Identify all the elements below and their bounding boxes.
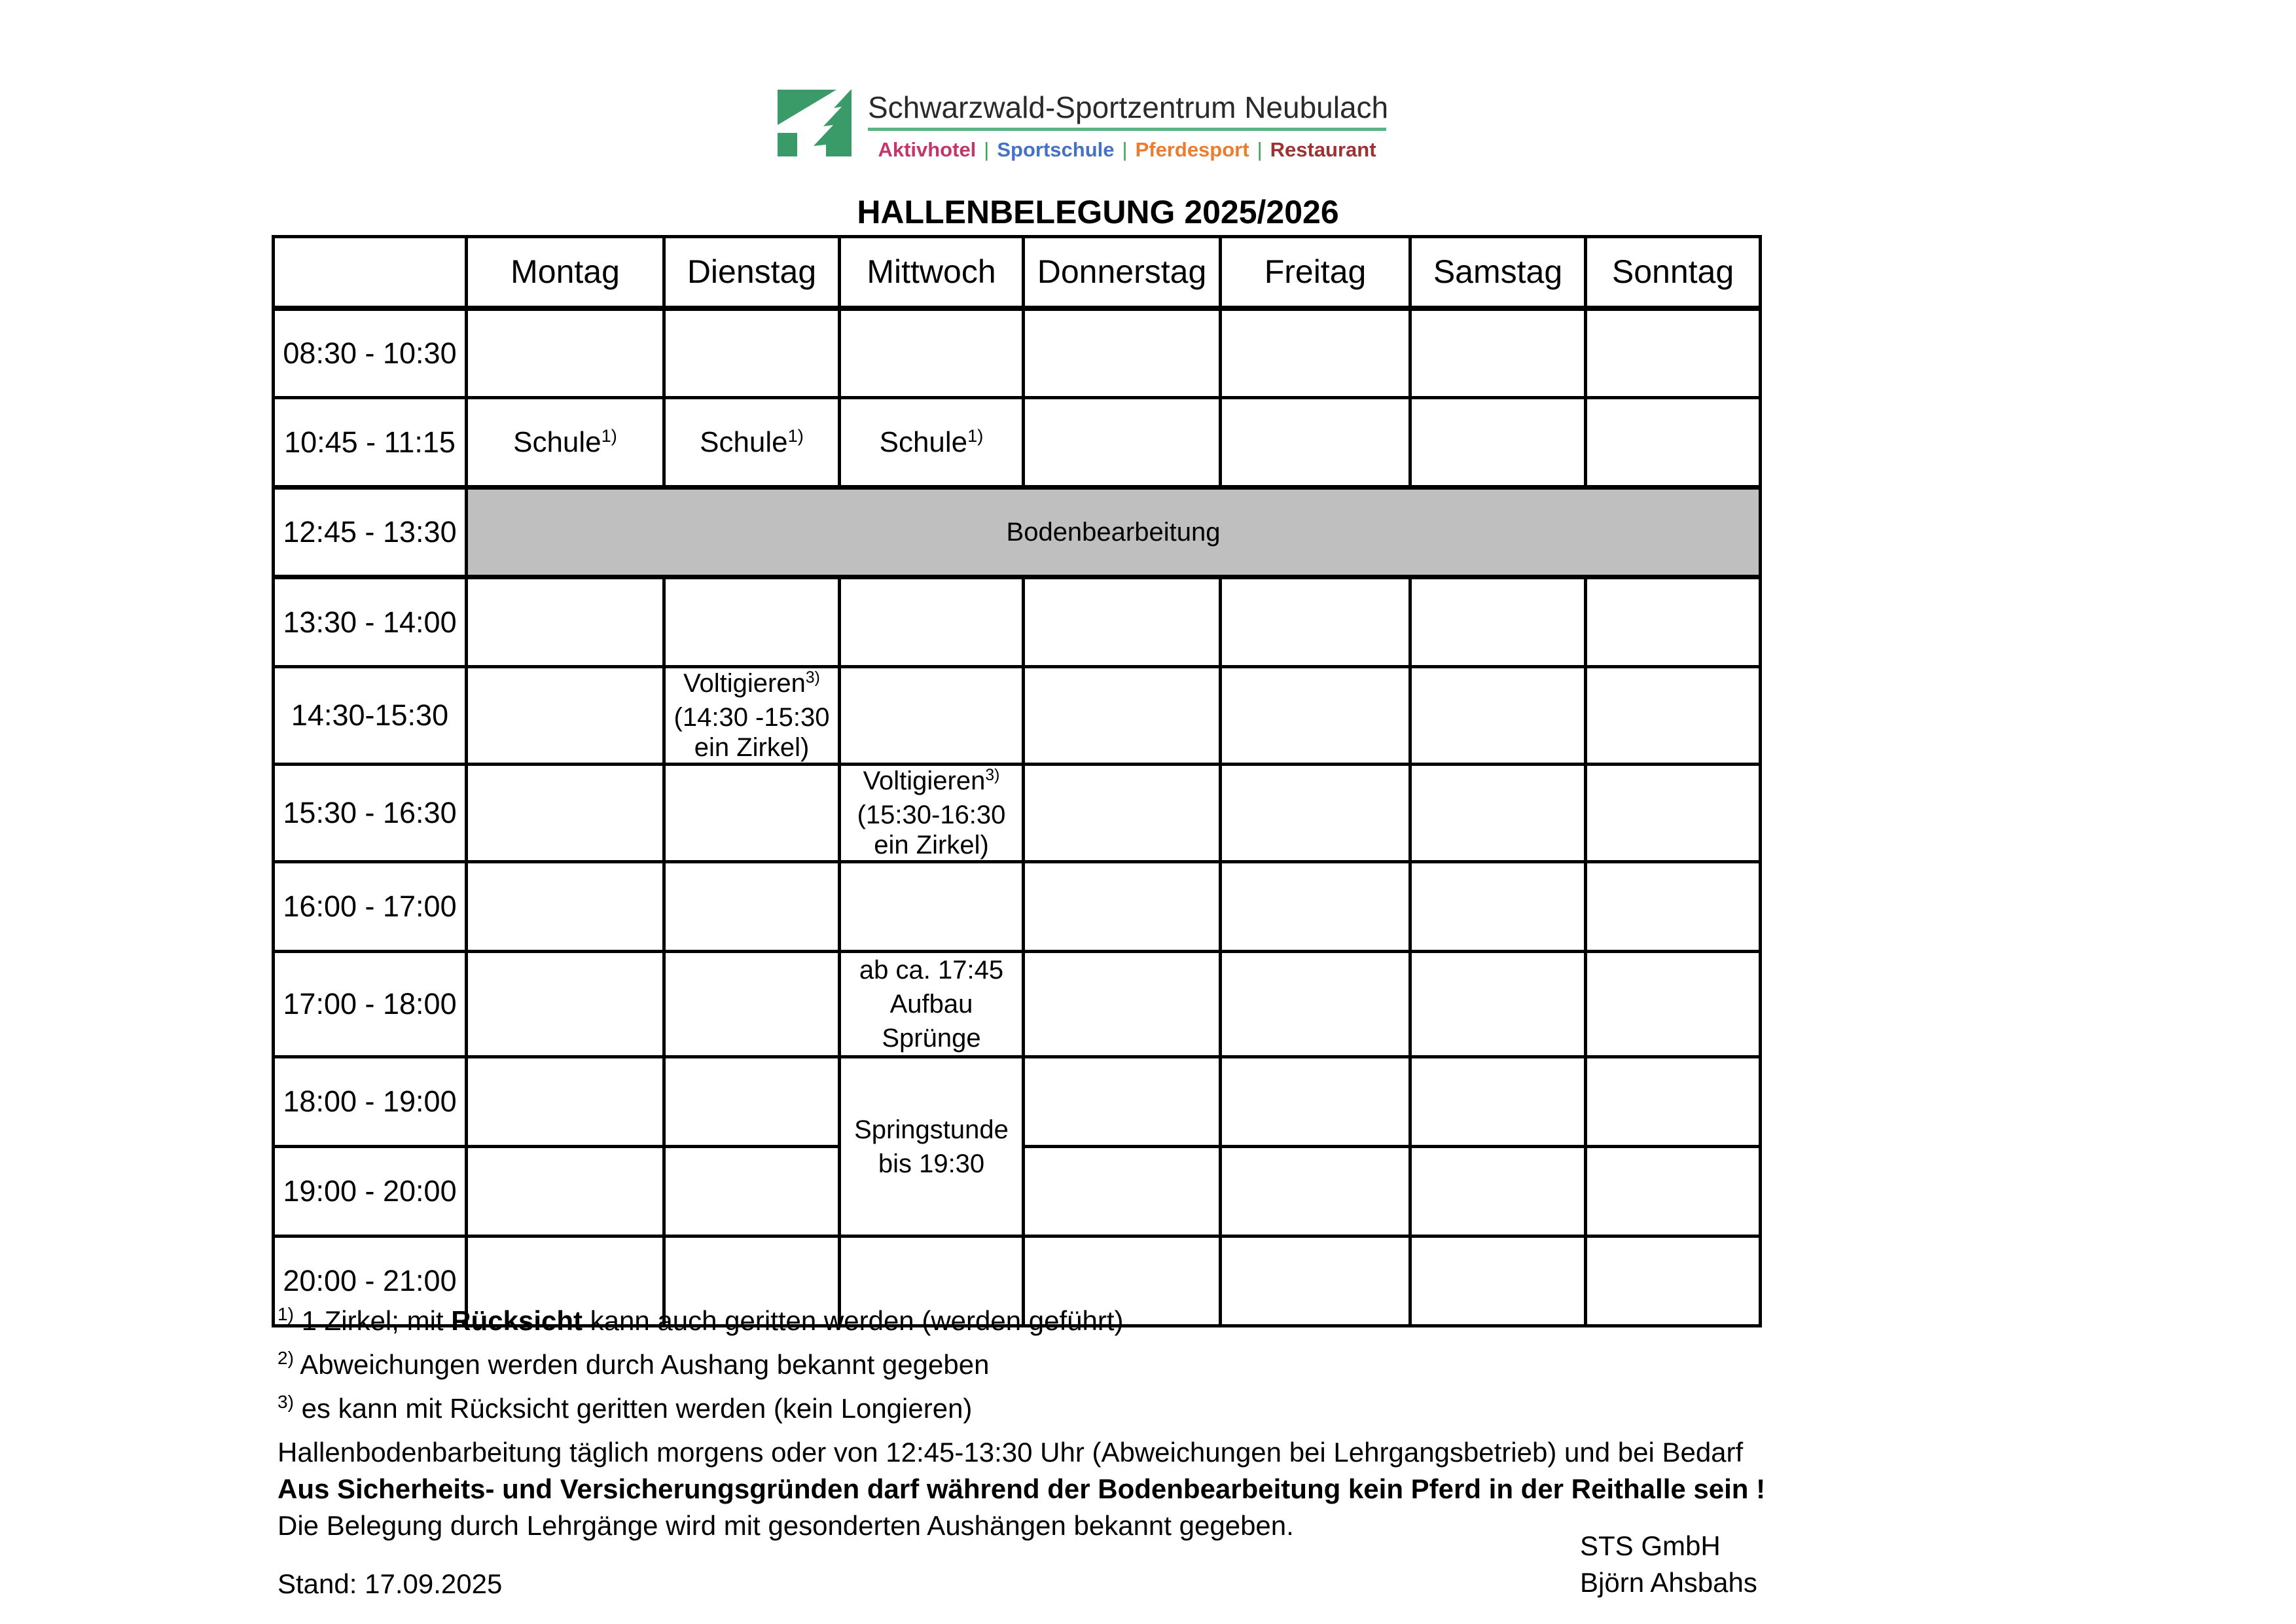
empty-cell (664, 1147, 840, 1236)
empty-cell (1586, 765, 1761, 862)
empty-cell (467, 308, 664, 398)
time-label: 17:00 - 18:00 (274, 952, 467, 1057)
time-label: 20:00 - 21:00 (274, 1236, 467, 1326)
empty-cell (1410, 765, 1586, 862)
table-row (274, 667, 1761, 765)
tagline-aktivhotel: Aktivhotel (878, 138, 977, 161)
time-label: 13:30 - 14:00 (274, 577, 467, 667)
time-label: 08:30 - 10:30 (274, 308, 467, 398)
schule-cell-montag: Schule$^{1)}$ (467, 398, 664, 488)
empty-cell (1024, 862, 1221, 952)
empty-cell (1024, 577, 1221, 667)
empty-cell (664, 952, 840, 1057)
fir-tree-icon (778, 90, 852, 156)
empty-cell (1221, 398, 1410, 488)
empty-cell (1410, 667, 1586, 765)
tagline (868, 138, 1386, 162)
empty-cell (467, 667, 664, 765)
footer-person: Björn Ahsbahs (1580, 1567, 1757, 1598)
table-row (274, 862, 1761, 952)
empty-cell (1221, 1057, 1410, 1147)
day-header-mittwoch: Mittwoch (840, 237, 1024, 308)
empty-cell (1410, 398, 1586, 488)
empty-cell (1586, 308, 1761, 398)
tagline-separator: | (1257, 138, 1263, 161)
schule-cell-dienstag: Schule$^{1)}$ (664, 398, 840, 488)
empty-cell (840, 862, 1024, 952)
corner-cell (274, 237, 467, 308)
day-header-freitag: Freitag (1221, 237, 1410, 308)
empty-cell (1586, 577, 1761, 667)
empty-cell (1586, 667, 1761, 765)
empty-cell (1221, 952, 1410, 1057)
tagline-sportschule: Sportschule (997, 138, 1115, 161)
table-row (274, 1057, 1761, 1147)
footnote-1: $^{1)}$ 1 Zirkel; mit Rücksicht kann auch geritten werden (werden geführt) (278, 1303, 1124, 1336)
schedule-table (272, 235, 1762, 1327)
voltigieren-cell-mittwoch: Voltigieren$^{3)}$ (15:30-16:30 ein Zirkel) (840, 765, 1024, 862)
note-sicherheit: Aus Sicherheits- und Versicherungsgründen darf während der Bodenbearbeitung kein Pferd in der Reithalle sein ! (278, 1473, 1766, 1504)
day-header-montag: Montag (467, 237, 664, 308)
tagline-separator: | (984, 138, 990, 161)
footnotes-block (278, 1305, 1770, 1547)
time-label: 16:00 - 17:00 (274, 862, 467, 952)
empty-cell (1586, 952, 1761, 1057)
empty-cell (1586, 1147, 1761, 1236)
empty-cell (1024, 308, 1221, 398)
empty-cell (1221, 667, 1410, 765)
time-label: 14:30-15:30 (274, 667, 467, 765)
empty-cell (1410, 577, 1586, 667)
brand-rule (868, 128, 1386, 131)
table-row (274, 952, 1761, 1057)
empty-cell (1221, 1147, 1410, 1236)
voltigieren-cell-dienstag: Voltigieren$^{3)}$ (14:30 -15:30 ein Zirkel) (664, 667, 840, 765)
empty-cell (467, 1057, 664, 1147)
empty-cell (1410, 1147, 1586, 1236)
empty-cell (664, 1057, 840, 1147)
table-row (274, 488, 1761, 577)
footnote-2: $^{2)}$ Abweichungen werden durch Aushang bekannt gegeben (278, 1347, 990, 1380)
empty-cell (467, 1147, 664, 1236)
empty-cell (467, 577, 664, 667)
empty-cell (467, 952, 664, 1057)
page-title: HALLENBELEGUNG 2025/2026 (857, 194, 1339, 230)
empty-cell (1221, 577, 1410, 667)
schule-cell-mittwoch: Schule$^{1)}$ (840, 398, 1024, 488)
time-label: 12:45 - 13:30 (274, 488, 467, 577)
empty-cell (840, 667, 1024, 765)
empty-cell (1221, 862, 1410, 952)
tagline-restaurant: Restaurant (1270, 138, 1376, 161)
footer-company: STS GmbH (1580, 1530, 1721, 1561)
empty-cell (1024, 398, 1221, 488)
empty-cell (467, 862, 664, 952)
empty-cell (1586, 398, 1761, 488)
empty-cell (1410, 308, 1586, 398)
table-row (274, 765, 1761, 862)
empty-cell (467, 765, 664, 862)
empty-cell (664, 308, 840, 398)
aufbau-spruenge-cell: ab ca. 17:45 Aufbau Sprünge (840, 952, 1024, 1057)
org-name: Schwarzwald-Sportzentrum Neubulach (868, 90, 1389, 124)
time-label: 19:00 - 20:00 (274, 1147, 467, 1236)
empty-cell (1221, 765, 1410, 862)
empty-cell (1024, 1147, 1221, 1236)
day-header-dienstag: Dienstag (664, 237, 840, 308)
empty-cell (664, 862, 840, 952)
springstunde-cell: Springstunde bis 19:30 (840, 1057, 1024, 1236)
bodenbearbeitung-cell: Bodenbearbeitung (467, 488, 1761, 577)
empty-cell (1586, 1057, 1761, 1147)
empty-cell (1024, 667, 1221, 765)
empty-cell (1586, 862, 1761, 952)
note-lehrgaenge: Die Belegung durch Lehrgänge wird mit gesonderten Aushängen bekannt gegeben. (278, 1510, 1294, 1541)
tagline-pferdesport: Pferdesport (1135, 138, 1249, 161)
day-header-donnerstag: Donnerstag (1024, 237, 1221, 308)
table-row (274, 398, 1761, 488)
time-label: 10:45 - 11:15 (274, 398, 467, 488)
table-header-row (274, 237, 1761, 308)
time-label: 18:00 - 19:00 (274, 1057, 467, 1147)
table-row (274, 577, 1761, 667)
empty-cell (664, 577, 840, 667)
empty-cell (1024, 952, 1221, 1057)
empty-cell (840, 308, 1024, 398)
tagline-separator: | (1122, 138, 1128, 161)
empty-cell (664, 765, 840, 862)
day-header-samstag: Samstag (1410, 237, 1586, 308)
empty-cell (1024, 765, 1221, 862)
empty-cell (1221, 308, 1410, 398)
empty-cell (1410, 1057, 1586, 1147)
time-label: 15:30 - 16:30 (274, 765, 467, 862)
day-header-sonntag: Sonntag (1586, 237, 1761, 308)
empty-cell (1024, 1057, 1221, 1147)
footer-stand-date: Stand: 17.09.2025 (278, 1568, 503, 1599)
footnote-3: $^{3)}$ es kann mit Rücksicht geritten werden (kein Longieren) (278, 1391, 973, 1424)
empty-cell (840, 577, 1024, 667)
note-bodenbearbeitung: Hallenbodenbarbeitung täglich morgens oder von 12:45-13:30 Uhr (Abweichungen bei Lehrgangsbetrieb) und bei Bedarf (278, 1437, 1744, 1468)
table-row (274, 308, 1761, 398)
empty-cell (1410, 862, 1586, 952)
empty-cell (1410, 952, 1586, 1057)
